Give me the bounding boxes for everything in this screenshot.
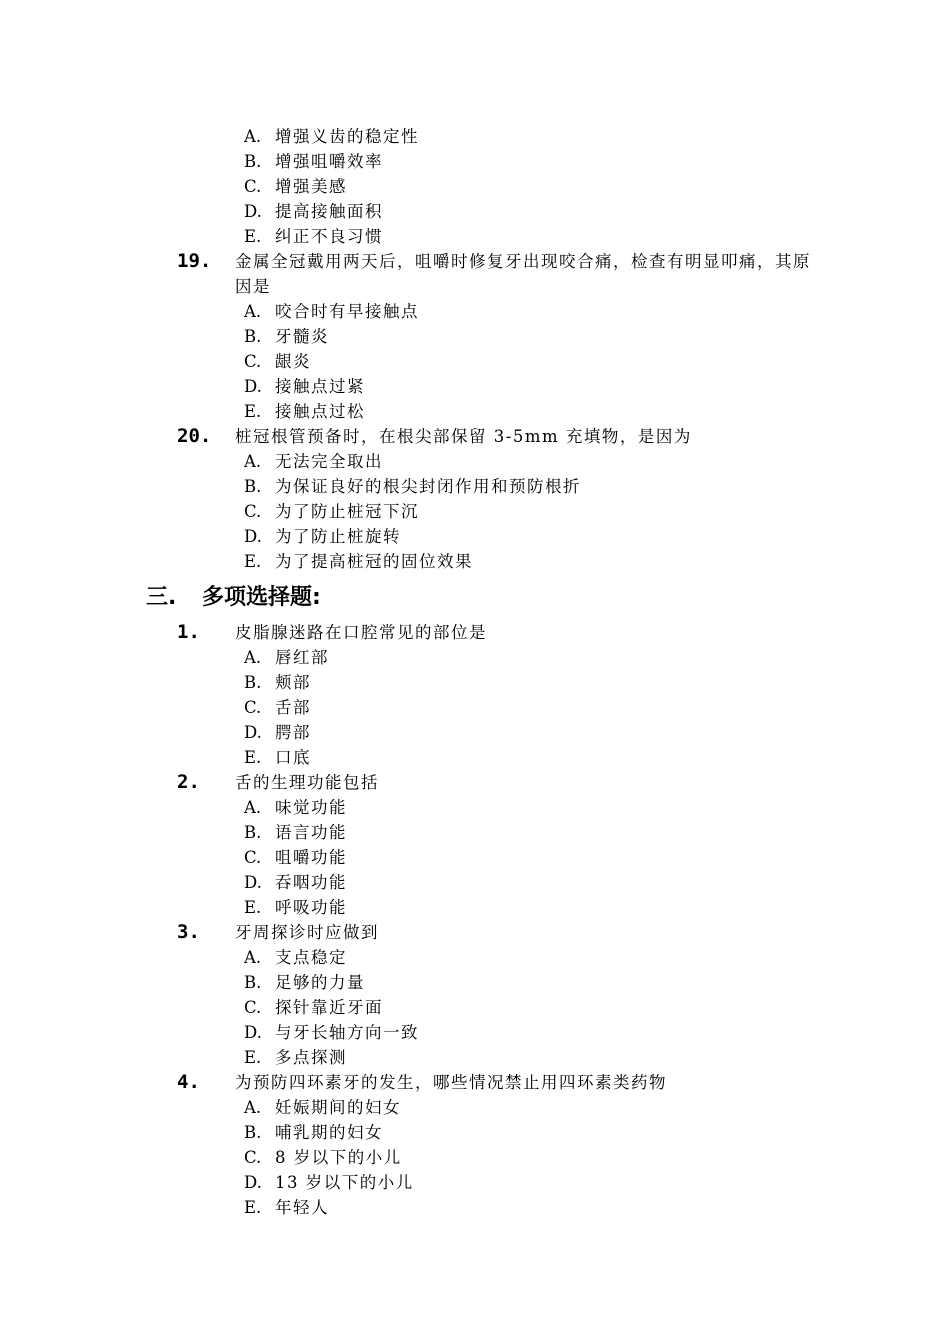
question-stem: 桩冠根管预备时，在根尖部保留 3-5mm 充填物，是因为 xyxy=(235,427,692,446)
multi-question-4 xyxy=(0,1070,950,1220)
question-number: 19. xyxy=(177,250,212,272)
question-stem: 金属全冠戴用两天后，咀嚼时修复牙出现咬合痛，检查有明显叩痛，其原因是 xyxy=(235,252,811,296)
option-b: B. 哺乳期的妇女 xyxy=(244,1123,383,1142)
option-a: A. 妊娠期间的妇女 xyxy=(244,1098,401,1117)
option-c: C. 增强美感 xyxy=(244,177,347,196)
option-a: A. 唇红部 xyxy=(244,648,329,667)
option-c: C. 8 岁以下的小儿 xyxy=(244,1148,402,1167)
option-b: B. 牙髓炎 xyxy=(244,327,329,346)
option-a: A. 增强义齿的稳定性 xyxy=(244,127,419,146)
option-e: E. 呼吸功能 xyxy=(244,898,347,917)
option-c: C. 舌部 xyxy=(244,698,311,717)
option-e: E. 接触点过松 xyxy=(244,402,365,421)
multi-question-1 xyxy=(0,620,950,770)
question-18-options xyxy=(0,124,950,249)
option-b: B. 颊部 xyxy=(244,673,311,692)
option-a: A. 无法完全取出 xyxy=(244,452,383,471)
question-stem: 为预防四环素牙的发生，哪些情况禁止用四环素类药物 xyxy=(235,1073,667,1092)
option-d: D. 吞咽功能 xyxy=(244,873,347,892)
question-number: 2. xyxy=(177,771,200,793)
section-number: 三. xyxy=(146,585,177,610)
option-a: A. 支点稳定 xyxy=(244,948,347,967)
option-b: B. 增强咀嚼效率 xyxy=(244,152,383,171)
option-c: C. 龈炎 xyxy=(244,352,311,371)
question-stem: 皮脂腺迷路在口腔常见的部位是 xyxy=(235,623,487,642)
option-d: D. 为了防止桩旋转 xyxy=(244,527,401,546)
option-e: E. 口底 xyxy=(244,748,311,767)
option-e: E. 为了提高桩冠的固位效果 xyxy=(244,552,473,571)
option-e: E. 纠正不良习惯 xyxy=(244,227,383,246)
option-c: C. 咀嚼功能 xyxy=(244,848,347,867)
option-d: D. 提高接触面积 xyxy=(244,202,383,221)
multi-question-2 xyxy=(0,770,950,920)
option-e: E. 多点探测 xyxy=(244,1048,347,1067)
option-b: B. 足够的力量 xyxy=(244,973,365,992)
question-number: 3. xyxy=(177,921,200,943)
section-title: 多项选择题: xyxy=(202,585,321,610)
question-19 xyxy=(0,249,950,424)
section-heading xyxy=(146,578,950,618)
question-number: 1. xyxy=(177,621,200,643)
question-20 xyxy=(0,424,950,574)
option-d: D. 腭部 xyxy=(244,723,311,742)
option-d: D. 与牙长轴方向一致 xyxy=(244,1023,419,1042)
page-content xyxy=(0,124,950,1220)
question-number: 4. xyxy=(177,1071,200,1093)
question-number: 20. xyxy=(177,425,212,447)
question-stem: 舌的生理功能包括 xyxy=(235,773,379,792)
option-b: B. 语言功能 xyxy=(244,823,347,842)
option-a: A. 咬合时有早接触点 xyxy=(244,302,419,321)
option-c: C. 为了防止桩冠下沉 xyxy=(244,502,419,521)
option-a: A. 味觉功能 xyxy=(244,798,347,817)
option-b: B. 为保证良好的根尖封闭作用和预防根折 xyxy=(244,477,581,496)
option-d: D. 接触点过紧 xyxy=(244,377,365,396)
question-stem: 牙周探诊时应做到 xyxy=(235,923,379,942)
multi-question-3 xyxy=(0,920,950,1070)
option-e: E. 年轻人 xyxy=(244,1198,329,1217)
option-c: C. 探针靠近牙面 xyxy=(244,998,383,1017)
option-d: D. 13 岁以下的小儿 xyxy=(244,1173,414,1192)
